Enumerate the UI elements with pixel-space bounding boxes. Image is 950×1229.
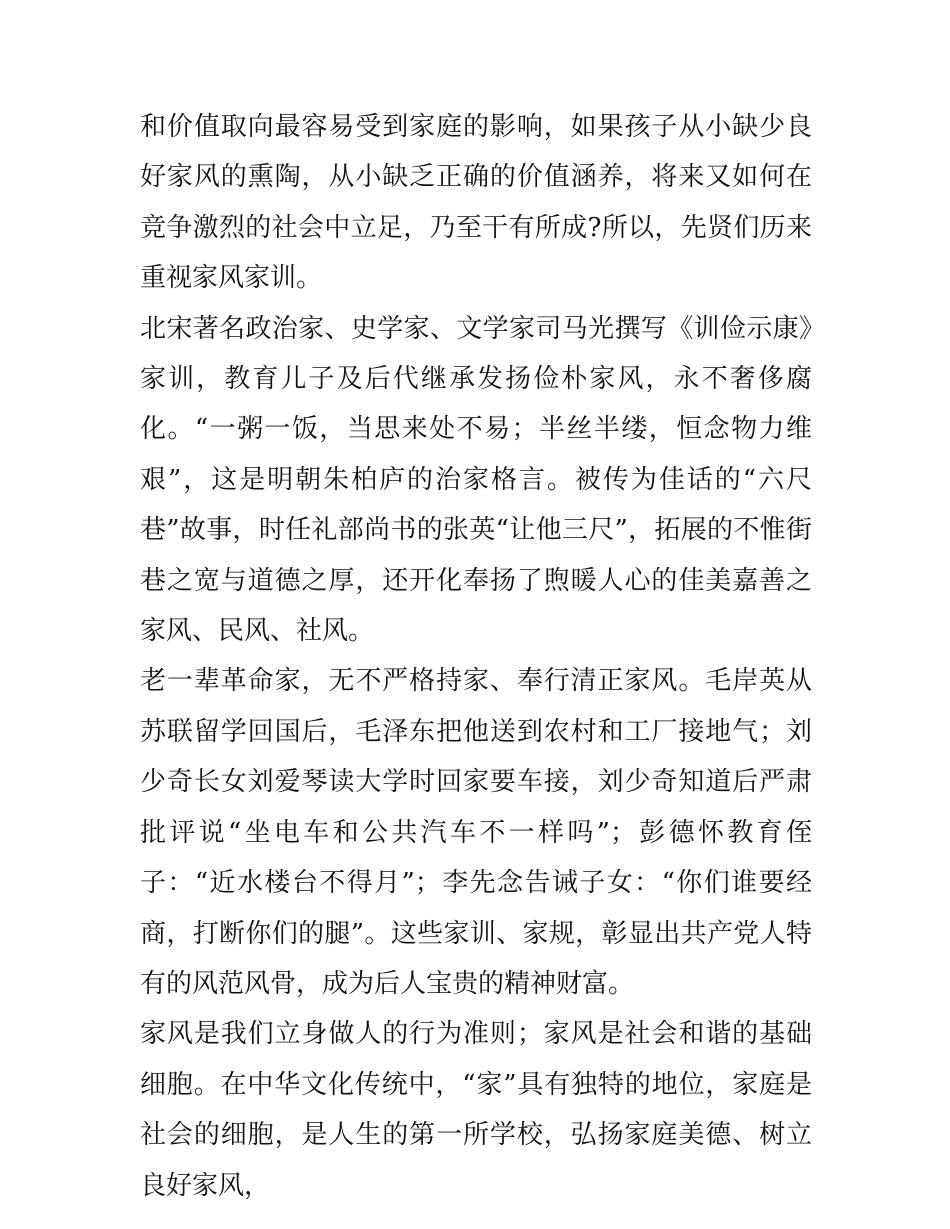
paragraph-2: 北宋著名政治家、史学家、文学家司马光撰写《训俭示康》家训，教育儿子及后代继承发扬俭朴家风，永不奢侈腐化。“一粥一饭，当思来处不易；半丝半缕，恒念物力维艰”，这是明朝朱柏庐的治家格言。被传为佳话的“六尺巷”故事，时任礼部尚书的张英“让他三尺”，拓展的不惟街巷之宽与道德之厚，还开化奉扬了煦暖人心的佳美嘉善之家风、民风、社风。 xyxy=(140,313,812,647)
paragraph-1: 和价值取向最容易受到家庭的影响，如果孩子从小缺少良好家风的熏陶，从小缺乏正确的价值涵养，将来又如何在竞争激烈的社会中立足，乃至干有所成?所以，先贤们历来重视家风家训。 xyxy=(140,112,812,294)
paragraph-4: 家风是我们立身做人的行为准则；家风是社会和谐的基础细胞。在中华文化传统中，“家”具有独特的地位，家庭是社会的细胞，是人生的第一所学校，弘扬家庭美德、树立良好家风， xyxy=(140,1019,812,1201)
paragraph-3: 老一辈革命家，无不严格持家、奉行清正家风。毛岸英从苏联留学回国后，毛泽东把他送到农村和工厂接地气；刘少奇长女刘爱琴读大学时回家要车接，刘少奇知道后严肃批评说“坐电车和公共汽车不一样吗”；彭德怀教育侄子：“近水楼台不得月”；李先念告诫子女：“你们谁要经商，打断你们的腿”。这些家训、家规，彰显出共产党人特有的风范风骨，成为后人宝贵的精神财富。 xyxy=(140,666,812,999)
document-body xyxy=(140,102,812,1211)
